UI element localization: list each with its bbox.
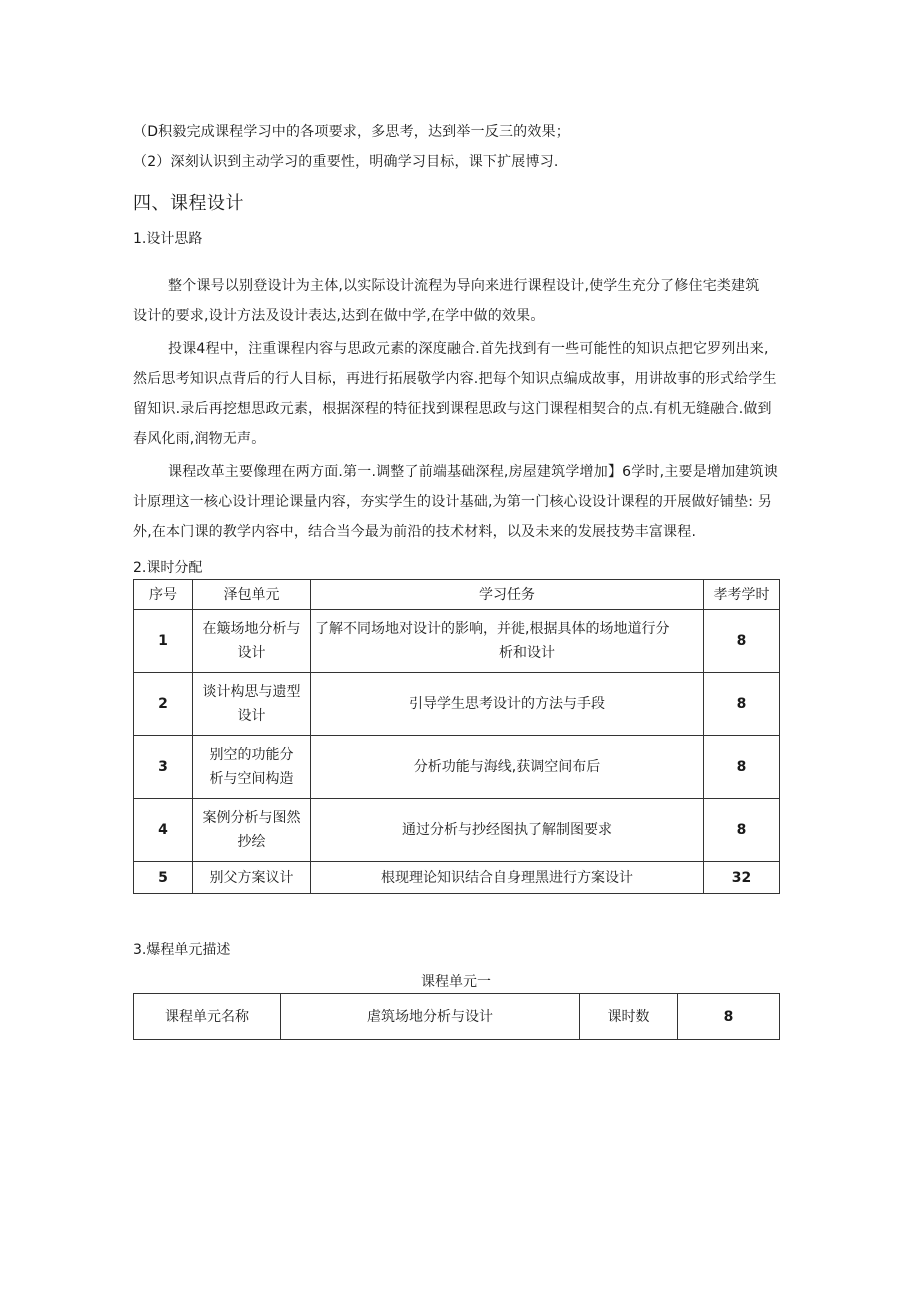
row-no: 5 (134, 862, 193, 894)
design-heading: 1.设计思路 (133, 231, 203, 247)
paragraph-2-line-1: 投课4程中，注重课程内容与思政元素的深度融合.首先找到有一些可能性的知识点把它罗列出来, (168, 341, 769, 357)
row-hours: 32 (704, 862, 780, 894)
header-unit: 泽包单元 (193, 580, 311, 610)
unit-name-label: 课程单元名称 (134, 994, 281, 1040)
header-task: 学习任务 (311, 580, 704, 610)
row-hours: 8 (704, 610, 780, 673)
table-row (134, 610, 780, 673)
row-unit-line: 设计 (237, 708, 266, 724)
row-task-line: 了解不同场地对设计的影响，并徙,根据具体的场地道行分 (315, 621, 670, 637)
row-task: 根现理论知识结合自身理黑进行方案设计 (311, 862, 704, 894)
unit-desc-heading: 3.爆程单元描述 (133, 942, 231, 958)
row-unit-line: 谈计构思与遗型 (202, 684, 301, 700)
allocation-table (133, 579, 780, 894)
header-no: 序号 (134, 580, 193, 610)
table-row (134, 799, 780, 862)
table-row (134, 736, 780, 799)
row-task-line: 析和设计 (499, 645, 555, 661)
unit-table (133, 993, 780, 1040)
paragraph-3-line-3: 外,在本门课的教学内容中，结合当今最为前沿的技术材料，以及未来的发展技势丰富课程. (133, 524, 697, 540)
unit-name-value: 虐筑场地分析与设计 (281, 994, 580, 1040)
row-no: 1 (134, 610, 193, 673)
paragraph-2-line-2: 然后思考知识点背后的行人目标，再进行拓展敬学内容.把每个知识点编成故事，用讲故事的形式给学生 (133, 371, 777, 387)
row-unit (193, 736, 311, 799)
row-unit (193, 610, 311, 673)
row-unit (193, 799, 311, 862)
paragraph-3-line-1: 课程改革主要像理在两方面.第一.调整了前端基础深程,房屋建筑学增加】6学时,主要是增加建筑谀 (168, 464, 778, 480)
objective-item-1: （D积毅完成课程学习中的各项要求，多思考，达到举一反三的效果； (133, 124, 570, 140)
row-task: 分析功能与海线,获调空间布后 (311, 736, 704, 799)
allocation-header-row (134, 580, 780, 610)
unit-table-caption: 课程单元一 (421, 974, 491, 990)
unit-table-row (134, 994, 780, 1040)
row-unit-line: 案例分析与图然 (202, 810, 301, 826)
row-no: 3 (134, 736, 193, 799)
paragraph-3-line-2: 计原理这一核心设计理论课量内容，夯实学生的设计基础,为第一门核心设设计课程的开展做好铺垫: 另 (133, 494, 773, 510)
unit-hours-label: 课时数 (580, 994, 678, 1040)
row-unit-line: 抄绘 (237, 834, 266, 850)
unit-hours-value: 8 (678, 994, 780, 1040)
section-title: 四、课程设计 (133, 193, 244, 214)
row-task (311, 610, 704, 673)
paragraph-1-line-2: 设计的要求,设计方法及设计表达,达到在做中学,在学中做的效果。 (133, 308, 545, 324)
row-unit-line: 设计 (237, 645, 266, 661)
paragraph-1-line-1: 整个课号以别登设计为主体,以实际设计流程为导向来进行课程设计,使学生充分了修住宅类建筑 (168, 278, 760, 294)
row-unit-line: 析与空间构造 (209, 771, 294, 787)
row-hours: 8 (704, 799, 780, 862)
allocation-heading: 2.课时分配 (133, 560, 203, 576)
objective-item-2: （2）深刻认识到主动学习的重要性，明确学习目标，课下扩展博习. (133, 154, 559, 170)
row-task: 通过分析与抄经图执了解制图要求 (311, 799, 704, 862)
header-hours: 孝考学时 (704, 580, 780, 610)
row-no: 4 (134, 799, 193, 862)
table-row (134, 673, 780, 736)
row-unit-line: 在簸场地分析与 (202, 621, 301, 637)
paragraph-2-line-3: 留知识.录后再挖想思政元素，根据深程的特征找到课程思政与这门课程相契合的点.有机无缝融合.做到 (133, 401, 772, 417)
row-unit: 别父方案议计 (193, 862, 311, 894)
row-unit (193, 673, 311, 736)
row-hours: 8 (704, 673, 780, 736)
row-unit-line: 别空的功能分 (209, 747, 294, 763)
row-hours: 8 (704, 736, 780, 799)
row-task: 引导学生思考设计的方法与手段 (311, 673, 704, 736)
paragraph-2-line-4: 春风化雨,润物无声。 (133, 431, 266, 447)
row-no: 2 (134, 673, 193, 736)
table-row (134, 862, 780, 894)
